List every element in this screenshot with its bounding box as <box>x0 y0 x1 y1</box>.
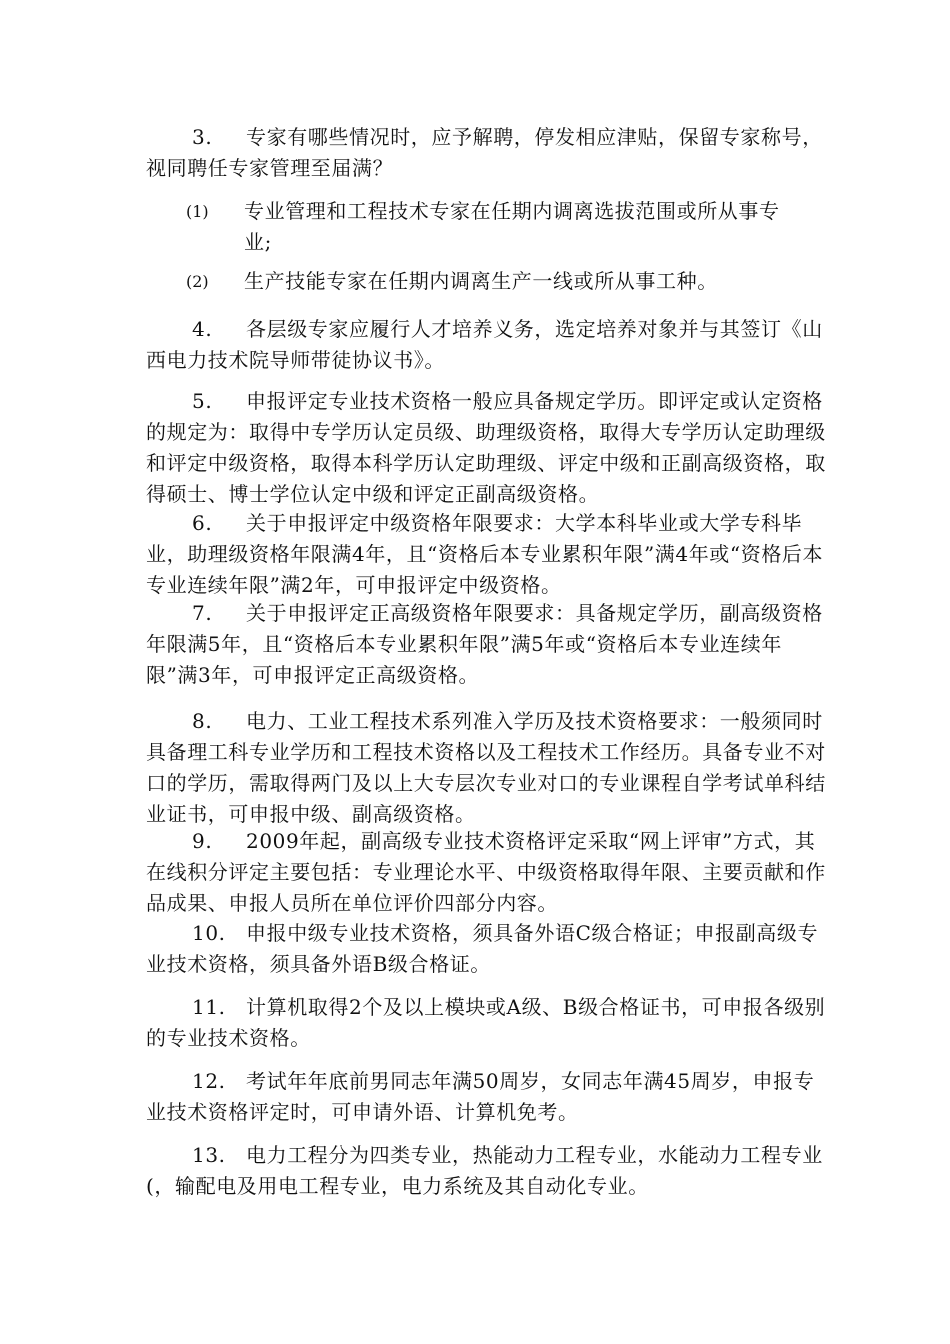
item-text: 2009年起，副高级专业技术资格评定采取“网上评审”方式，其在线积分评定主要包括：专业理论水平、中级资格取得年限、主要贡献和作品成果、申报人员所在单位评价四部分内容。 <box>146 829 826 915</box>
list-item-13 <box>146 1140 826 1202</box>
item-text: 申报评定专业技术资格一般应具备规定学历。即评定或认定资格的规定为：取得中专学历认定员级、助理级资格，取得大专学历认定助理级和评定中级资格，取得本科学历认定助理级、评定中级和正副高级资格，取得硕士、博士学位认定中级和评定正副高级资格。 <box>146 389 826 506</box>
item-text: 考试年年底前男同志年满50周岁，女同志年满45周岁，申报专业技术资格评定时，可申请外语、计算机免考。 <box>146 1069 815 1124</box>
item-number: 10. <box>192 921 226 945</box>
sub-item-number: (2) <box>186 272 209 291</box>
item-number: 8. <box>192 709 213 733</box>
list-item-5 <box>146 386 826 510</box>
item-number: 12. <box>192 1069 226 1093</box>
list-item-6 <box>146 508 826 601</box>
item-text: 申报中级专业技术资格，须具备外语C级合格证；申报副高级专业技术资格，须具备外语B级合格证。 <box>146 921 819 976</box>
sub-item-number: (1) <box>186 202 209 221</box>
list-item-7 <box>146 598 826 691</box>
sub-item-text: 生产技能专家在任期内调离生产一线或所从事工种。 <box>244 269 718 293</box>
item-text: 电力工程分为四类专业，热能动力工程专业，水能动力工程专业(，输配电及用电工程专业，电力系统及其自动化专业。 <box>146 1143 823 1198</box>
sub-item-2 <box>186 266 806 297</box>
item-number: 5. <box>192 389 213 413</box>
item-number: 3. <box>192 125 213 149</box>
item-text: 专家有哪些情况时，应予解聘，停发相应津贴，保留专家称号，视同聘任专家管理至届满？ <box>146 125 823 180</box>
list-item-3 <box>146 122 826 184</box>
list-item-10 <box>146 918 826 980</box>
item-number: 11. <box>192 995 226 1019</box>
item-text: 关于申报评定正高级资格年限要求：具备规定学历，副高级资格年限满5年，且“资格后本专业累积年限”满5年或“资格后本专业连续年限”满3年，可申报评定正高级资格。 <box>146 601 823 687</box>
item-number: 4. <box>192 317 213 341</box>
item-number: 13. <box>192 1143 226 1167</box>
list-item-8 <box>146 706 826 830</box>
list-item-12 <box>146 1066 826 1128</box>
item-text: 电力、工业工程技术系列准入学历及技术资格要求：一般须同时具备理工科专业学历和工程技术资格以及工程技术工作经历。具备专业不对口的学历，需取得两门及以上大专层次专业对口的专业课程自学考试单科结业证书，可申报中级、副高级资格。 <box>146 709 826 826</box>
sub-item-text: 专业管理和工程技术专家在任期内调离选拔范围或所从事专业; <box>244 199 780 254</box>
list-item-9 <box>146 826 826 919</box>
item-number: 9. <box>192 829 213 853</box>
item-text: 各层级专家应履行人才培养义务，选定培养对象并与其签订《山西电力技术院导师带徒协议书》。 <box>146 317 823 372</box>
item-text: 计算机取得2个及以上模块或A级、B级合格证书，可申报各级别的专业技术资格。 <box>146 995 826 1050</box>
item-number: 6. <box>192 511 213 535</box>
list-item-11 <box>146 992 826 1054</box>
list-item-4 <box>146 314 826 376</box>
item-text: 关于申报评定中级资格年限要求：大学本科毕业或大学专科毕业，助理级资格年限满4年，且“资格后本专业累积年限”满4年或“资格后本专业连续年限”满2年，可申报评定中级资格。 <box>146 511 824 597</box>
item-number: 7. <box>192 601 213 625</box>
sub-item-1 <box>186 196 806 258</box>
